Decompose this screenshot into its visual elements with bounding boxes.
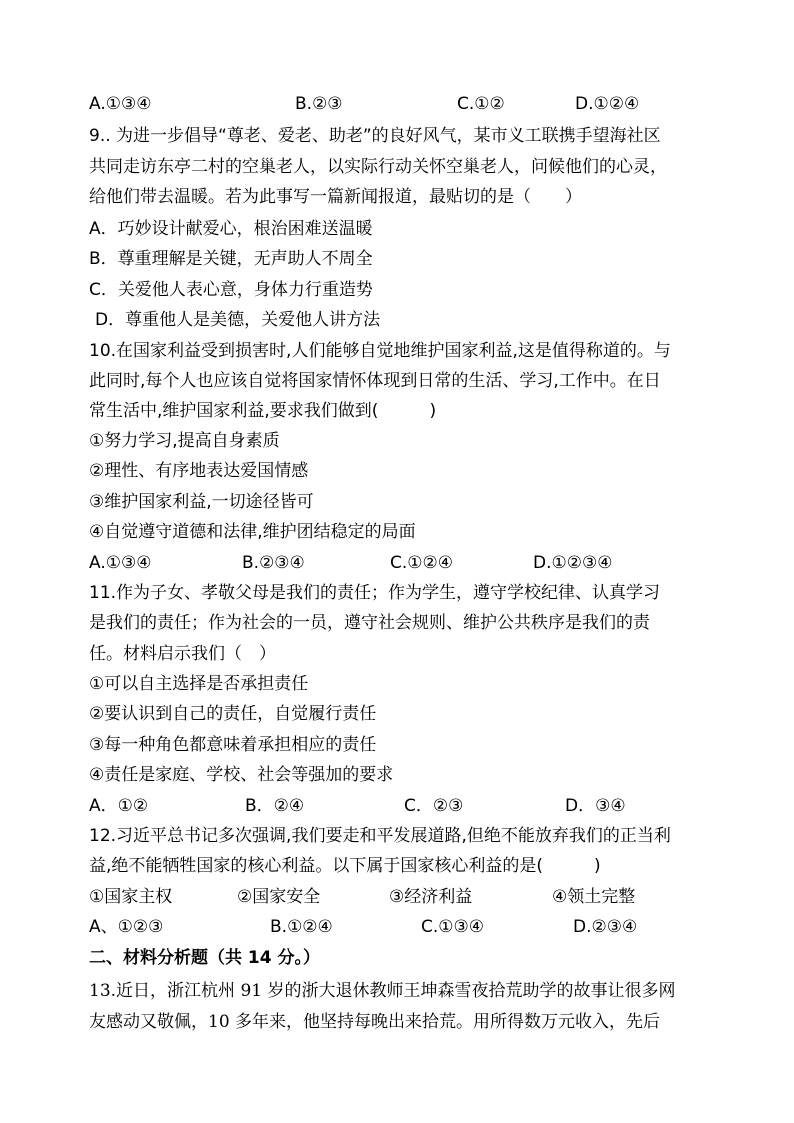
q11-item-3: ③每一种角色都意味着承担相应的责任	[89, 735, 377, 755]
q11-stem-line-3: 任。材料启示我们（ ）	[89, 644, 276, 664]
q12-stem-line-2: 益,绝不能牺牲国家的核心利益。以下属于国家核心利益的是( )	[89, 856, 601, 876]
q8-option-b: B.②③	[295, 94, 343, 114]
q8-option-d: D.①②④	[575, 94, 640, 114]
q12-option-a: A、①②③	[89, 917, 164, 937]
q9-stem-line-3: 给他们带去温暖。若为此事写一篇新闻报道，最贴切的是（ ）	[89, 187, 582, 207]
q9-choice-b: B．尊重理解是关键，无声助人不周全	[89, 249, 373, 269]
q10-option-b: B.②③④	[242, 553, 305, 573]
q8-option-c: C.①②	[457, 94, 505, 114]
section-2-heading: 二、材料分析题（共 14 分。）	[89, 948, 320, 968]
q9-stem-line-1: 9.. 为进一步倡导“尊老、爱老、助老”的良好风气，某市义工联携手望海社区	[89, 126, 661, 146]
q11-stem-line-1: 11.作为子女、孝敬父母是我们的责任；作为学生，遵守学校纪律、认真学习	[89, 583, 661, 603]
q10-item-3: ③维护国家利益,一切途径皆可	[89, 492, 314, 512]
q13-stem-line-2: 友感动又敬佩，10 多年来，他坚持每晚出来拾荒。用所得数万元收入，先后	[89, 1012, 661, 1032]
q12-item-4: ④领土完整	[552, 887, 636, 907]
q10-option-d: D.①②③④	[533, 553, 613, 573]
q9-stem-line-2: 共同走访东亭二村的空巢老人，以实际行动关怀空巢老人，问候他们的心灵，	[89, 157, 667, 177]
q11-item-4: ④责任是家庭、学校、社会等强加的要求	[89, 765, 394, 785]
q9-choice-d: D．尊重他人是美德，关爱他人讲方法	[95, 310, 381, 330]
q10-item-1: ①努力学习,提高自身素质	[89, 431, 280, 451]
q9-choice-c: C．关爱他人表心意，身体力行重造势	[89, 280, 373, 300]
q12-option-d: D.②③④	[573, 917, 638, 937]
q13-stem-line-1: 13.近日，浙江杭州 91 岁的浙大退休教师王坤森雪夜拾荒助学的故事让很多网	[89, 981, 676, 1001]
q12-stem-line-1: 12.习近平总书记多次强调,我们要走和平发展道路,但绝不能放弃我们的正当利	[89, 826, 671, 846]
q10-stem-line-1: 10.在国家利益受到损害时,人们能够自觉地维护国家利益,这是值得称道的。与	[89, 341, 671, 361]
q11-option-b: B．②④	[245, 796, 305, 816]
q8-option-a: A.①③④	[89, 94, 152, 114]
q10-item-4: ④自觉遵守道德和法律,维护团结稳定的局面	[89, 522, 416, 542]
q12-item-2: ②国家安全	[237, 887, 321, 907]
q10-stem-line-2: 此同时,每个人也应该自觉将国家情怀体现到日常的生活、学习,工作中。在日	[89, 371, 661, 391]
q11-stem-line-2: 是我们的责任；作为社会的一员，遵守社会规则、维护公共秩序是我们的责	[89, 613, 650, 633]
q10-option-c: C.①②④	[390, 553, 453, 573]
q11-option-d: D．③④	[565, 796, 626, 816]
q9-choice-a: A．巧妙设计献爱心，根治困难送温暖	[89, 219, 373, 239]
q12-item-3: ③经济利益	[389, 887, 473, 907]
q11-item-1: ①可以自主选择是否承担责任	[89, 674, 309, 694]
q12-option-c: C.①③④	[421, 917, 484, 937]
q11-option-a: A．①②	[89, 796, 149, 816]
q10-item-2: ②理性、有序地表达爱国情感	[89, 461, 309, 481]
q11-item-2: ②要认识到自己的责任，自觉履行责任	[89, 704, 377, 724]
q10-stem-line-3: 常生活中,维护国家利益,要求我们做到( )	[89, 401, 437, 421]
q12-item-1: ①国家主权	[89, 887, 173, 907]
q11-option-c: C．②③	[404, 796, 464, 816]
q12-option-b: B.①②④	[270, 917, 333, 937]
q10-option-a: A.①③④	[89, 553, 152, 573]
